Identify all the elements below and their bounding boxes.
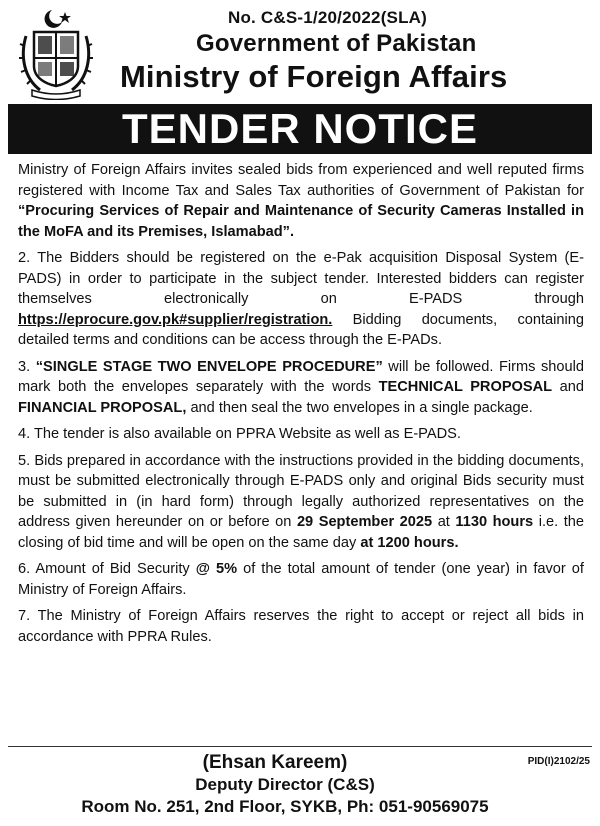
paragraph-2	[18, 248, 584, 351]
p2-text: 2. The Bidders should be registered on the e-Pak acquisition Disposal System (E-PADS) in order to participate in the subject tender. Interested bidders can register themselves electronically on E-PADS through	[18, 250, 584, 307]
p5-text: 5. Bids prepared in accordance with the instructions provided in the bidding documents, must be submitted electronically through E-PADS only and original Bids security must be submitted in (in hard form) through legally authorized representatives on the address given hereunder on or before on	[18, 452, 584, 530]
paragraph-3	[18, 357, 584, 419]
pid-code: PID(I)2102/25	[527, 756, 590, 767]
p5-text-mid: i.e. the closing of bid time and will be open on the same day	[18, 514, 584, 551]
p3-text-end: and then seal the two envelopes in a single package.	[186, 399, 533, 416]
signatory-designation: Deputy Director (C&S)	[195, 775, 375, 794]
paragraph-5	[18, 451, 584, 554]
footer-divider	[8, 746, 592, 747]
reference-number: No. C&S-1/20/2022(SLA)	[228, 8, 428, 27]
p3-procedure: “SINGLE STAGE TWO ENVELOPE PROCEDURE”	[35, 358, 383, 375]
p6-text: 6. Amount of Bid Security	[18, 561, 196, 577]
paragraph-7: 7. The Ministry of Foreign Affairs reserves the right to accept or reject all bids in accordance with PPRA Rules.	[18, 608, 584, 645]
signatory-address: Room No. 251, 2nd Floor, SYKB, Ph: 051-90569075	[81, 797, 489, 816]
paragraph-6	[18, 559, 584, 600]
p5-date: 29 September 2025	[296, 514, 433, 530]
p3-and: and	[552, 379, 584, 395]
p5-at: at	[432, 514, 456, 530]
registration-link[interactable]: https://eprocure.gov.pk#supplier/registration.	[18, 311, 333, 328]
p1-text: Ministry of Foreign Affairs invites sealed bids from experienced and well reputed firms registered with Income Tax and Sales Tax authorities of Government of Pakistan for	[18, 162, 584, 199]
p5-open-time: at 1200 hours.	[360, 534, 459, 551]
paragraph-1	[18, 160, 584, 242]
p3-num: 3.	[18, 358, 36, 375]
p6-text-end: of the total amount of tender (one year) in favor of Ministry of Foreign Affairs.	[18, 561, 584, 598]
paragraph-4: 4. The tender is also available on PPRA Website as well as E-PADS.	[18, 426, 461, 442]
p3-technical: TECHNICAL PROPOSAL	[378, 379, 553, 395]
tender-notice-banner: TENDER NOTICE	[8, 104, 592, 154]
p5-time: 1130 hours	[455, 514, 534, 530]
p1-subject: “Procuring Services of Repair and Maintenance of Security Cameras Installed in the MoFA and its Premises, Islamabad”.	[18, 203, 584, 240]
signatory-name: (Ehsan Kareem)	[202, 752, 348, 773]
p3-text: will be followed. Firms should mark both the envelopes separately with the words	[18, 358, 585, 395]
p6-security: @ 5%	[195, 561, 238, 577]
ministry-title: Ministry of Foreign Affairs	[120, 59, 508, 94]
p3-financial: FINANCIAL PROPOSAL,	[18, 399, 187, 416]
notice-body	[18, 160, 584, 653]
p2-text-end: Bidding documents, containing detailed terms and conditions can be access through the E-PADs.	[18, 311, 584, 348]
header	[0, 0, 600, 106]
pakistan-state-emblem-icon	[16, 6, 96, 100]
government-title: Government of Pakistan	[196, 30, 477, 57]
signature-block	[0, 752, 600, 818]
